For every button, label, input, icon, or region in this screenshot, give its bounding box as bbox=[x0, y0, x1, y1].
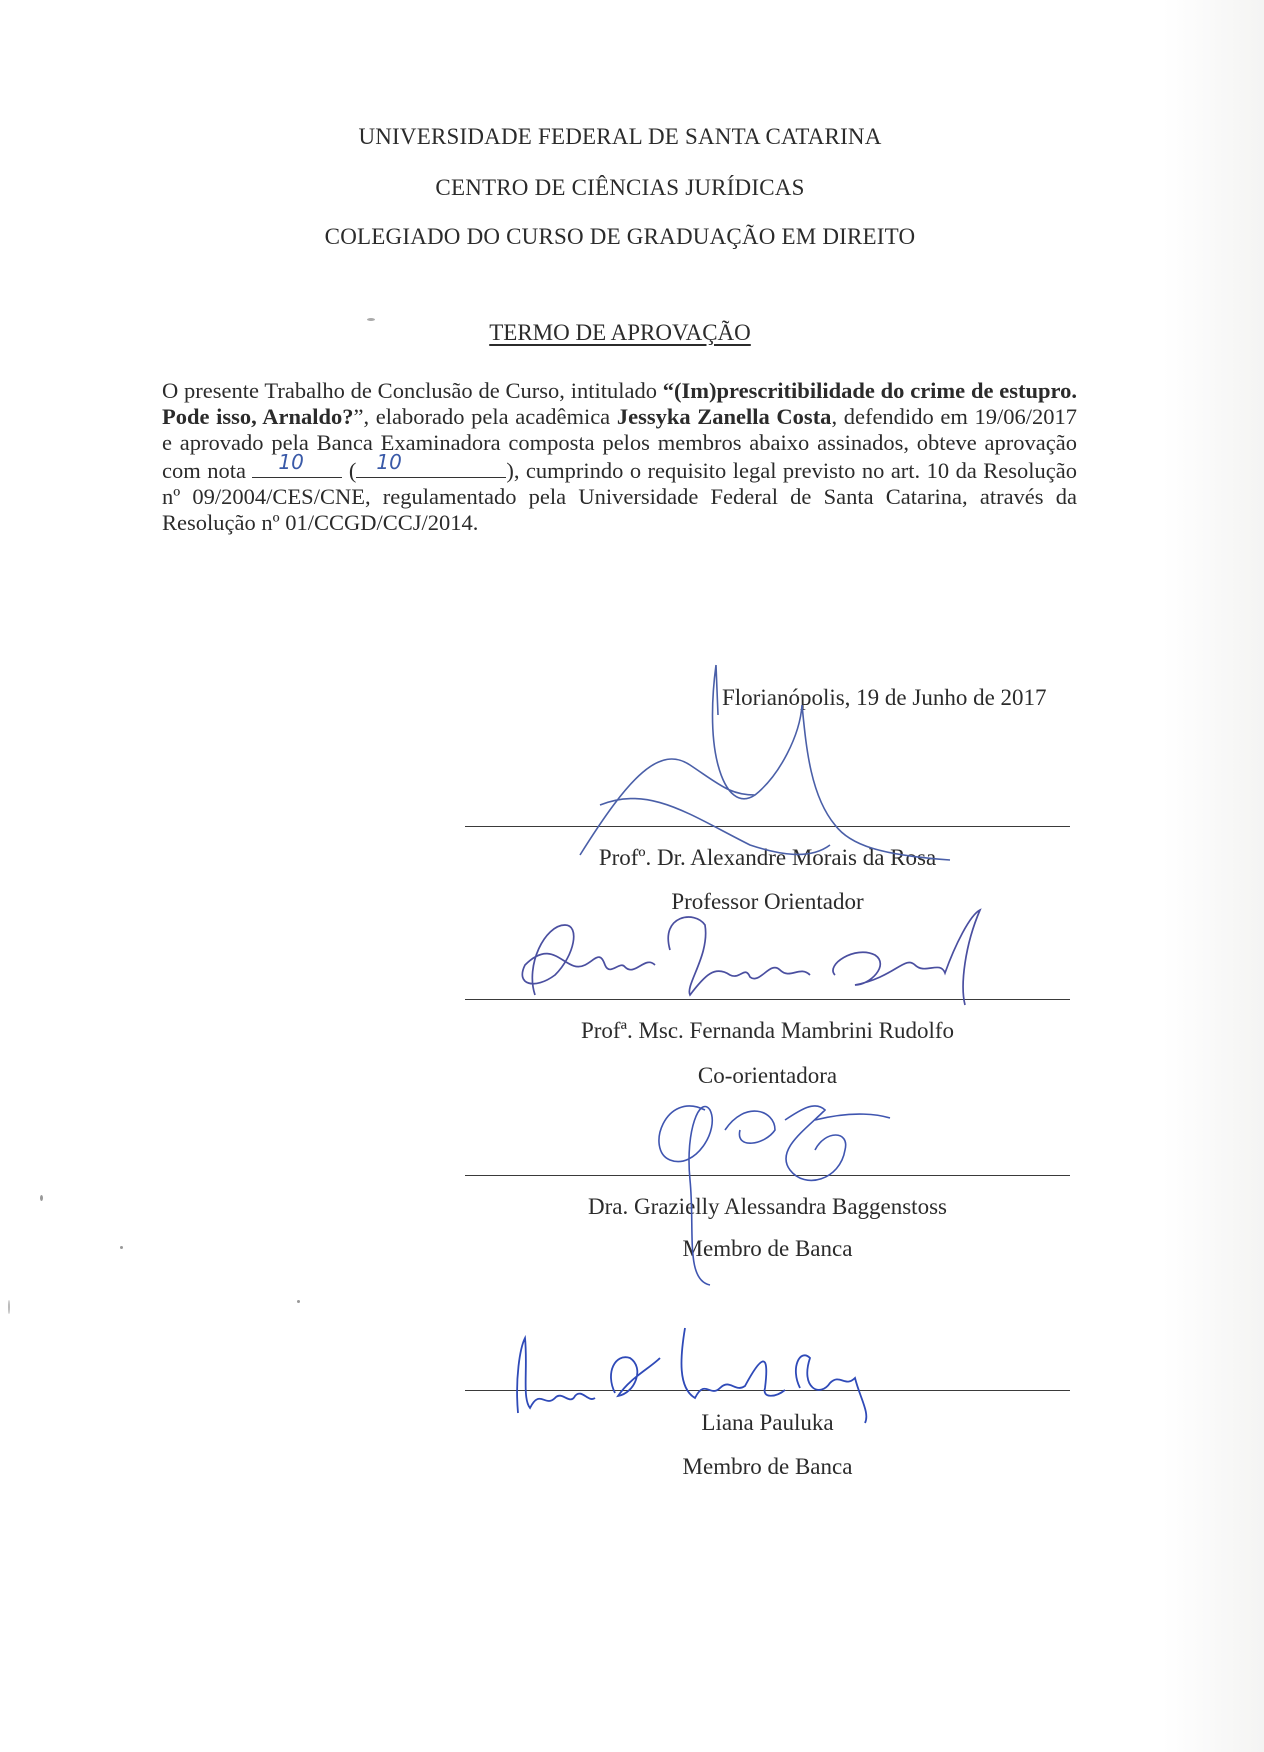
header-university: UNIVERSIDADE FEDERAL DE SANTA CATARINA bbox=[358, 124, 882, 149]
place-date: Florianópolis, 19 de Junho de 2017 bbox=[722, 685, 1047, 710]
signatory-4-name: Liana Pauluka bbox=[701, 1410, 834, 1435]
body-text-2: ”, elaborado pela acadêmica bbox=[353, 404, 617, 430]
signature-line-3 bbox=[465, 1175, 1070, 1176]
signatory-1-role: Professor Orientador bbox=[671, 889, 864, 914]
thesis-title: “(Im)prescritibilidade do crime de estupro. Pode isso, Arnaldo? bbox=[162, 378, 1077, 430]
student-name: Jessyka Zanella Costa bbox=[616, 404, 832, 430]
signatory-2-role: Co-orientadora bbox=[697, 1063, 838, 1088]
scan-speck bbox=[297, 1300, 300, 1303]
signatory-3-role: Membro de Banca bbox=[682, 1236, 853, 1261]
signatory-1-name: Profº. Dr. Alexandre Morais da Rosa bbox=[598, 845, 937, 870]
scan-speck bbox=[8, 1300, 10, 1314]
body-text-4: ), cumprindo o requisito legal previsto no art. 10 da Resolução nº 09/2004/CES/CNE, regulamentado pela Universidade Federal de Santa Catarina, através da Resolução nº 01/CCGD/CCJ/2014. bbox=[162, 457, 1077, 536]
signature-line-1 bbox=[465, 826, 1070, 827]
grade-blank bbox=[252, 449, 342, 478]
signature-line-4 bbox=[465, 1390, 1070, 1391]
approval-paragraph bbox=[162, 378, 1077, 536]
grade-handwritten: 10 bbox=[278, 449, 304, 474]
body-text-1: O presente Trabalho de Conclusão de Curso, intitulado bbox=[162, 378, 663, 403]
document-title bbox=[0, 320, 1240, 346]
signature-2-drawing bbox=[495, 905, 1015, 1010]
body-text-3: , defendido em 19/06/2017 e aprovado pela Banca Examinadora composta pelos membros abaixo assinados, obteve aprovação com nota bbox=[162, 404, 1077, 483]
signature-3-drawing bbox=[625, 1090, 905, 1295]
signature-line-2 bbox=[465, 999, 1070, 1000]
signatory-4-role: Membro de Banca bbox=[682, 1454, 853, 1479]
scan-speck bbox=[367, 318, 375, 321]
scan-speck bbox=[40, 1195, 43, 1201]
open-paren: ( bbox=[348, 457, 357, 483]
header-center: CENTRO DE CIÊNCIAS JURÍDICAS bbox=[435, 175, 805, 200]
signatory-3-name: Dra. Grazielly Alessandra Baggenstoss bbox=[588, 1194, 947, 1219]
grade-words-handwritten: 10 bbox=[376, 449, 402, 474]
header-colegiado: COLEGIADO DO CURSO DE GRADUAÇÃO EM DIREITO bbox=[324, 224, 916, 249]
signatory-2-name: Profª. Msc. Fernanda Mambrini Rudolfo bbox=[580, 1018, 955, 1043]
grade-words-blank bbox=[356, 449, 506, 478]
scan-speck bbox=[120, 1246, 123, 1249]
title-text: TERMO DE APROVAÇÃO bbox=[489, 320, 751, 345]
